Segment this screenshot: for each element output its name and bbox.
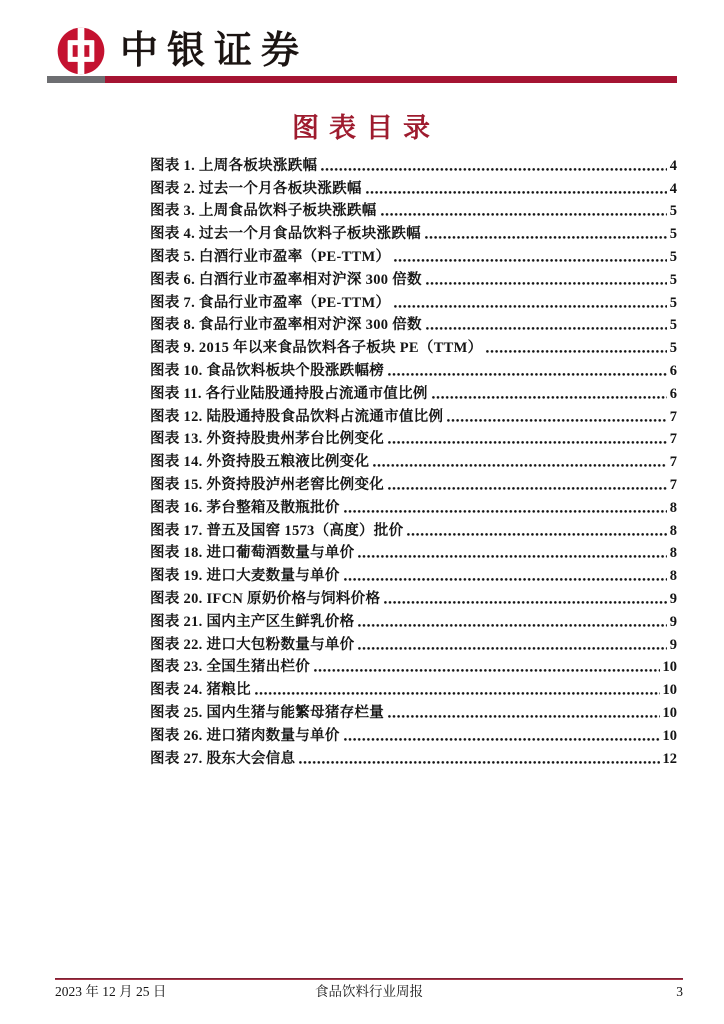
report-header — [56, 26, 308, 76]
toc-entry-page: 10 — [662, 659, 677, 676]
dot-leader — [432, 396, 667, 399]
toc-entry-page: 8 — [669, 568, 677, 585]
toc-entry[interactable] — [150, 585, 677, 608]
toc-entry-label: 图表 22. 进口大包粉数量与单价 — [150, 636, 355, 653]
dot-leader — [426, 282, 667, 285]
toc-entry-label: 图表 8. 食品行业市盈率相对沪深 300 倍数 — [150, 317, 422, 334]
dot-leader — [426, 327, 667, 330]
toc-entry[interactable] — [150, 654, 677, 677]
toc-entry[interactable] — [150, 312, 677, 335]
dot-leader — [344, 510, 667, 513]
dot-leader — [358, 624, 666, 627]
dot-leader — [299, 761, 659, 764]
dot-leader — [314, 669, 659, 672]
dot-leader — [358, 555, 666, 558]
dot-leader — [394, 259, 666, 262]
toc-entry[interactable] — [150, 448, 677, 471]
dot-leader — [407, 533, 666, 536]
brand-name: 中银证券 — [120, 30, 309, 72]
toc-entry-label: 图表 16. 茅台整箱及散瓶批价 — [150, 499, 340, 516]
toc-entry-page: 7 — [669, 476, 677, 493]
toc-entry-label: 图表 1. 上周各板块涨跌幅 — [150, 157, 318, 174]
page-title: 图表目录 — [292, 113, 440, 143]
header-rule-gray-segment — [47, 76, 105, 83]
dot-leader — [388, 373, 667, 376]
toc-entry-page: 8 — [669, 499, 677, 516]
toc-entry-page: 6 — [669, 362, 677, 379]
toc-entry-page: 5 — [669, 317, 677, 334]
toc-entry-label: 图表 15. 外资持股泸州老窖比例变化 — [150, 476, 385, 493]
toc-entry[interactable] — [150, 403, 677, 426]
toc-entry[interactable] — [150, 494, 677, 517]
toc-entry-page: 7 — [669, 408, 677, 425]
dot-leader — [358, 647, 666, 650]
toc-entry-page: 8 — [669, 545, 677, 562]
dot-leader — [394, 305, 666, 308]
toc-entry[interactable] — [150, 608, 677, 631]
toc-entry-label: 图表 11. 各行业陆股通持股占流通市值比例 — [150, 385, 428, 402]
toc-entry[interactable] — [150, 426, 677, 449]
toc-entry-label: 图表 26. 进口猪肉数量与单价 — [150, 727, 340, 744]
toc-entry-label: 图表 13. 外资持股贵州茅台比例变化 — [150, 431, 385, 448]
toc-entry-page: 5 — [669, 226, 677, 243]
toc-entry-label: 图表 14. 外资持股五粮液比例变化 — [150, 454, 370, 471]
toc-entry-page: 9 — [669, 636, 677, 653]
footer-date: 2023 年 12 月 25 日 — [55, 984, 167, 999]
toc-entry[interactable] — [150, 517, 677, 540]
toc-entry-page: 4 — [669, 157, 677, 174]
toc-list — [150, 152, 677, 768]
toc-entry-page: 4 — [669, 180, 677, 197]
dot-leader — [388, 441, 667, 444]
dot-leader — [447, 419, 666, 422]
toc-entry-label: 图表 6. 白酒行业市盈率相对沪深 300 倍数 — [150, 271, 422, 288]
toc-entry[interactable] — [150, 471, 677, 494]
dot-leader — [388, 487, 667, 490]
toc-entry-label: 图表 12. 陆股通持股食品饮料占流通市值比例 — [150, 408, 444, 425]
dot-leader — [255, 692, 660, 695]
toc-entry-page: 10 — [662, 682, 677, 699]
toc-entry[interactable] — [150, 357, 677, 380]
dot-leader — [321, 168, 666, 171]
dot-leader — [366, 191, 667, 194]
dot-leader — [373, 464, 666, 467]
toc-entry[interactable] — [150, 380, 677, 403]
toc-entry[interactable] — [150, 243, 677, 266]
toc-entry[interactable] — [150, 676, 677, 699]
toc-entry[interactable] — [150, 699, 677, 722]
toc-entry-label: 图表 21. 国内主产区生鲜乳价格 — [150, 613, 355, 630]
toc-entry-page: 6 — [669, 385, 677, 402]
toc-entry-page: 7 — [669, 454, 677, 471]
toc-entry[interactable] — [150, 220, 677, 243]
footer-page-number: 3 — [676, 984, 683, 999]
toc-entry[interactable] — [150, 631, 677, 654]
toc-entry-label: 图表 20. IFCN 原奶价格与饲料价格 — [150, 590, 381, 607]
toc-entry[interactable] — [150, 540, 677, 563]
header-rule-red-segment — [105, 76, 677, 83]
toc-entry-page: 5 — [669, 294, 677, 311]
toc-entry-label: 图表 18. 进口葡萄酒数量与单价 — [150, 545, 355, 562]
dot-leader — [344, 578, 667, 581]
toc-entry[interactable] — [150, 198, 677, 221]
toc-entry-label: 图表 4. 过去一个月食品饮料子板块涨跌幅 — [150, 226, 421, 243]
toc-entry-page: 9 — [669, 613, 677, 630]
toc-entry-page: 5 — [669, 271, 677, 288]
toc-entry[interactable] — [150, 745, 677, 768]
toc-entry[interactable] — [150, 289, 677, 312]
bank-of-china-logo-icon — [56, 26, 106, 76]
dot-leader — [384, 601, 667, 604]
toc-entry-label: 图表 2. 过去一个月各板块涨跌幅 — [150, 180, 362, 197]
footer-report-title: 食品饮料行业周报 — [315, 984, 423, 999]
toc-entry-page: 12 — [662, 750, 677, 767]
toc-entry-label: 图表 10. 食品饮料板块个股涨跌幅榜 — [150, 362, 385, 379]
toc-entry-page: 10 — [662, 704, 677, 721]
footer-rule — [55, 978, 683, 980]
toc-entry-page: 5 — [669, 248, 677, 265]
toc-entry[interactable] — [150, 152, 677, 175]
toc-entry-label: 图表 7. 食品行业市盈率（PE-TTM） — [150, 294, 391, 311]
toc-entry-label: 图表 24. 猪粮比 — [150, 682, 251, 699]
toc-entry[interactable] — [150, 175, 677, 198]
toc-entry[interactable] — [150, 266, 677, 289]
toc-entry-page: 9 — [669, 590, 677, 607]
report-footer — [55, 983, 683, 1001]
header-rule — [47, 76, 677, 83]
toc-entry-label: 图表 23. 全国生猪出栏价 — [150, 659, 311, 676]
dot-leader — [388, 715, 659, 718]
toc-entry[interactable] — [150, 722, 677, 745]
toc-entry-page: 7 — [669, 431, 677, 448]
toc-entry-page: 5 — [669, 340, 677, 357]
toc-entry-label: 图表 3. 上周食品饮料子板块涨跌幅 — [150, 203, 377, 220]
toc-entry[interactable] — [150, 334, 677, 357]
dot-leader — [486, 350, 666, 353]
toc-entry-page: 8 — [669, 522, 677, 539]
toc-entry-label: 图表 5. 白酒行业市盈率（PE-TTM） — [150, 248, 391, 265]
dot-leader — [344, 738, 660, 741]
toc-entry-page: 10 — [662, 727, 677, 744]
toc-entry-label: 图表 25. 国内生猪与能繁母猪存栏量 — [150, 704, 385, 721]
toc-entry-label: 图表 17. 普五及国窖 1573（高度）批价 — [150, 522, 404, 539]
toc-entry-label: 图表 27. 股东大会信息 — [150, 750, 296, 767]
dot-leader — [425, 236, 667, 239]
toc-entry-label: 图表 19. 进口大麦数量与单价 — [150, 568, 340, 585]
toc-entry-page: 5 — [669, 203, 677, 220]
dot-leader — [381, 213, 667, 216]
toc-entry[interactable] — [150, 562, 677, 585]
toc-entry-label: 图表 9. 2015 年以来食品饮料各子板块 PE（TTM） — [150, 340, 483, 357]
